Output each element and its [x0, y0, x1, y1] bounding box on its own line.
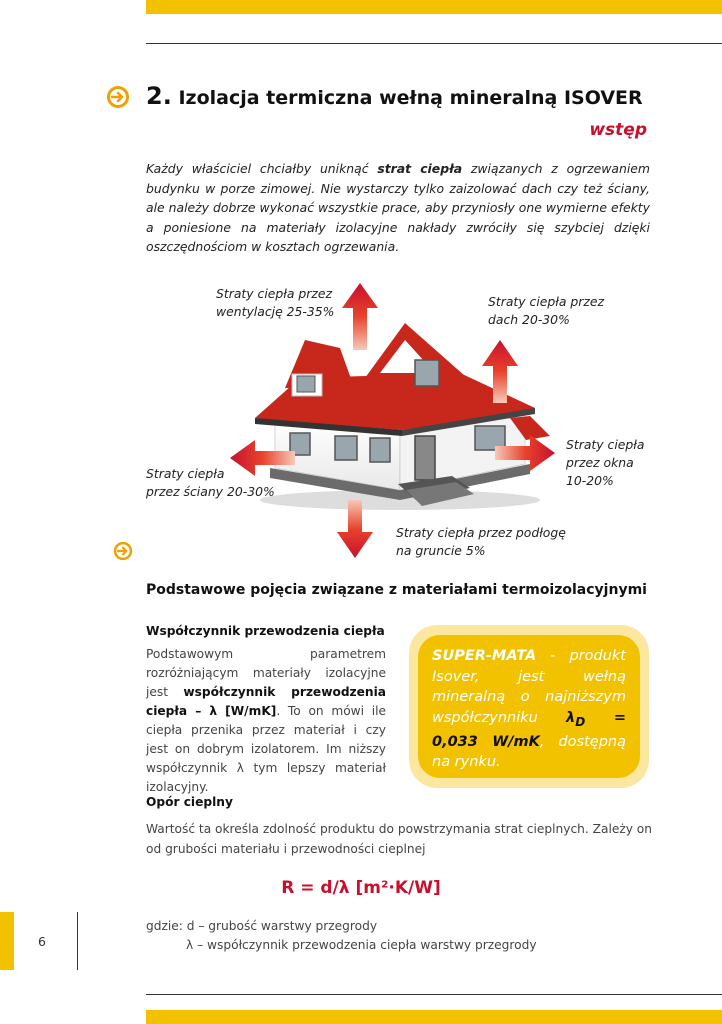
section-title: Podstawowe pojęcia związane z materiałami termoizolacyjnymi	[146, 582, 647, 598]
label-floor	[396, 524, 566, 560]
heading-text: Izolacja termiczna wełną mineralną ISOVER	[178, 87, 643, 109]
label-windows	[566, 436, 644, 490]
callout-lambda: λ	[566, 709, 576, 726]
resistance-paragraph: Wartość ta określa zdolność produktu do powstrzymania strat cieplnych. Zależy on od grubości materiału i przewodności cieplnej	[146, 822, 652, 856]
label-walls-line2: przez ściany 20-30%	[146, 484, 275, 499]
intro-label: wstęp	[589, 120, 647, 140]
label-roof-line1: Straty ciepła przez	[488, 294, 604, 309]
arrow-up-ventilation	[342, 283, 378, 350]
arrow-right-circle-icon	[106, 85, 130, 109]
intro-bold: strat ciepła	[377, 161, 463, 176]
arrow-right-circle-icon	[113, 541, 133, 561]
intro-text-1: Każdy właściciel chciałby uniknąć	[146, 161, 378, 176]
label-windows-line1: Straty ciepła	[566, 437, 645, 452]
page-number: 6	[38, 934, 46, 949]
label-roof	[488, 293, 604, 329]
where-line-2: λ – współczynnik przewodzenia ciepła warstwy przegrody	[186, 938, 537, 952]
conductivity-text-1: Podstawowym parametrem rozróżniającym materiały izolacyjne jest	[146, 647, 386, 699]
label-windows-line3: 10-20%	[566, 473, 614, 488]
formula: R = d/λ [m²·K/W]	[281, 878, 441, 898]
bottom-rule	[146, 994, 722, 995]
callout-text-2: , dostępną na rynku.	[432, 733, 626, 771]
label-roof-line2: dach 20-30%	[488, 312, 570, 327]
callout-value: = 0,033 W/mK	[432, 709, 626, 750]
label-walls-line1: Straty ciepła	[146, 466, 225, 481]
intro-paragraph	[146, 159, 650, 257]
label-walls	[146, 465, 275, 501]
heading-number: 2.	[146, 82, 172, 110]
callout-subscript: D	[575, 714, 586, 729]
top-rule	[146, 43, 722, 44]
top-yellow-bar	[146, 0, 722, 14]
label-ventilation-line2: wentylację 25-35%	[216, 304, 335, 319]
page-number-divider	[77, 912, 78, 970]
conductivity-text-2: . To on mówi ile ciepła przenika przez materiał i czy jest on dobrym izolatorem. Im niższy współczynnik λ tym lepszy materiał izolacyjny.	[146, 704, 386, 794]
resistance-title: Opór cieplny	[146, 795, 233, 809]
left-yellow-bar	[0, 912, 14, 970]
callout-brand: SUPER-MATA	[432, 648, 537, 664]
label-ventilation-line1: Straty ciepła przez	[216, 286, 332, 301]
page-title	[146, 82, 643, 110]
label-ventilation	[216, 285, 334, 321]
conductivity-bold: współczynnik przewodzenia ciepła – λ [W/mK]	[146, 685, 386, 718]
where-line-1: gdzie: d – grubość warstwy przegrody	[146, 919, 378, 933]
conductivity-paragraph	[146, 645, 386, 797]
label-floor-line2: na gruncie 5%	[396, 543, 486, 558]
conductivity-title: Współczynnik przewodzenia ciepła	[146, 624, 385, 638]
label-windows-line2: przez okna	[566, 455, 634, 470]
label-floor-line1: Straty ciepła przez podłogę	[396, 525, 566, 540]
bottom-yellow-bar	[146, 1010, 722, 1024]
callout-text	[432, 646, 626, 773]
callout-text-1: - produkt Isover, jest wełną mineralną o najniższym współczynniku	[432, 648, 626, 726]
intro-text-2: związanych z ogrzewaniem budynku w porze zimowej. Nie wystarczy tylko zaizolować dach czy też ściany, ale należy dobrze wykonać wszystkie prace, aby przyniosły one wymierne efekty a poniesione na materiały izolacyjne nakłady zwróciły się szybciej dzięki oszczędnościom w kosztach ogrzewania.	[146, 161, 650, 254]
